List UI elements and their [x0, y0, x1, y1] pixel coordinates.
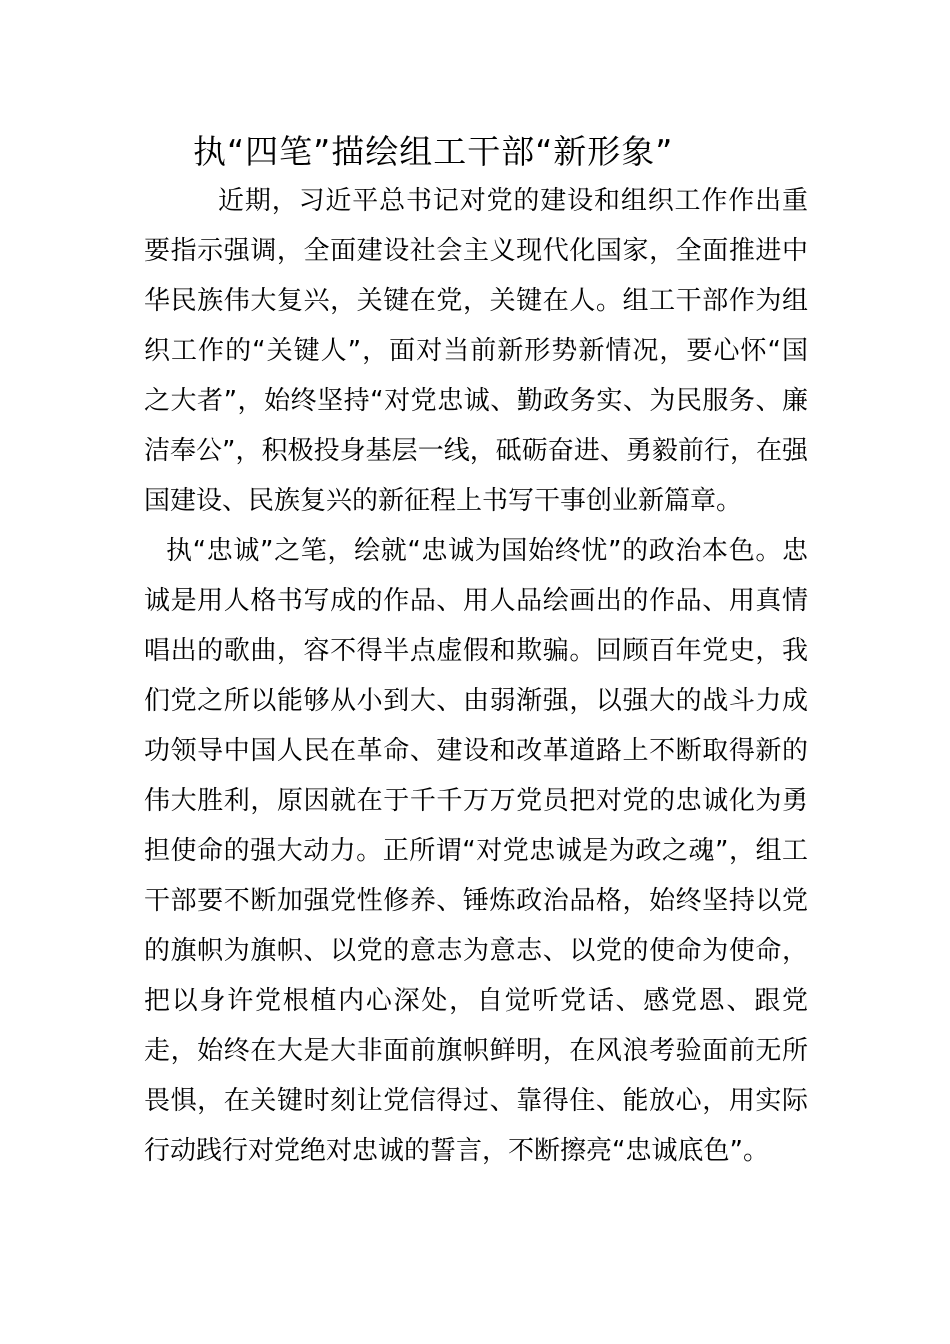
- paragraph-loyalty: 执“忠诚”之笔，绘就“忠诚为国始终忧”的政治本色。忠诚是用人格书写成的作品、用人品绘画出的作品、用真情唱出的歌曲，容不得半点虚假和欺骗。回顾百年党史，我们党之所以能够从小到大、由弱渐强，以强大的战斗力成功领导中国人民在革命、建设和改革道路上不断取得新的伟大胜利，原因就在于千千万万党员把对党的忠诚化为勇担使命的强大动力。正所谓“对党忠诚是为政之魂”，组工干部要不断加强党性修养、锤炼政治品格，始终坚持以党的旗帜为旗帜、以党的意志为意志、以党的使命为使命，把以身许党根植内心深处，自觉听党话、感党恩、跟党走，始终在大是大非面前旗帜鲜明，在风浪考验面前无所畏惧，在关键时刻让党信得过、靠得住、能放心，用实际行动践行对党绝对忠诚的誓言，不断擦亮“忠诚底色”。: [144, 536, 808, 1166]
- document-title: 执“四笔”描绘组工干部“新形象”: [193, 132, 674, 171]
- paragraph-intro: 近期，习近平总书记对党的建设和组织工作作出重要指示强调，全面建设社会主义现代化国家，全面推进中华民族伟大复兴，关键在党，关键在人。组工干部作为组织工作的“关键人”，面对当前新形势新情况，要心怀“国之大者”，始终坚持“对党忠诚、勤政务实、为民服务、廉洁奉公”，积极投身基层一线，砥砺奋进、勇毅前行，在强国建设、民族复兴的新征程上书写干事创业新篇章。: [144, 186, 808, 516]
